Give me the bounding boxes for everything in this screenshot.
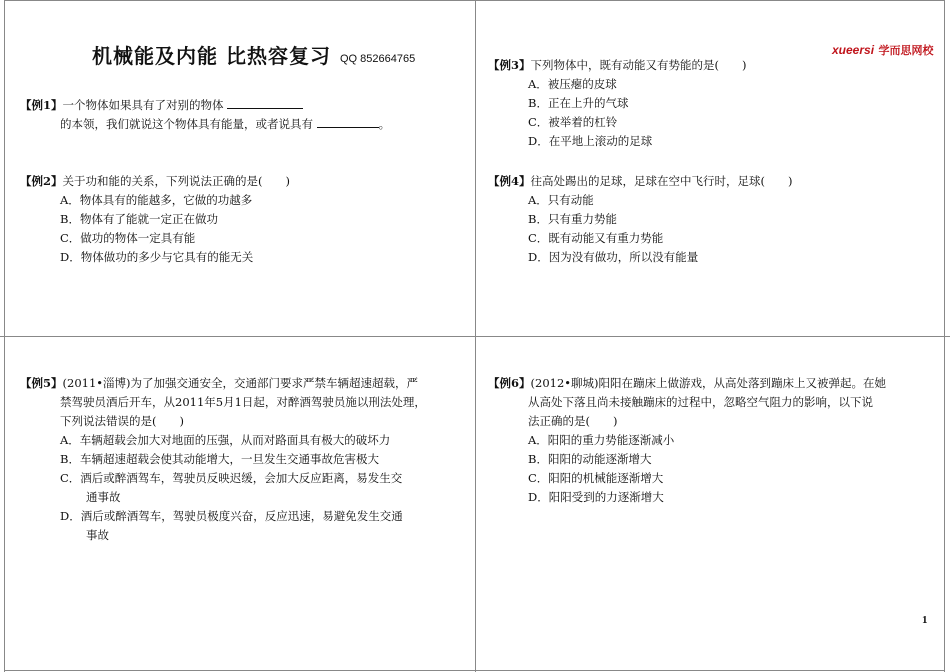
option-a: A．物体具有的能越多，它做的功越多 [60, 193, 253, 207]
answer-blank[interactable] [317, 115, 379, 128]
question-5 [20, 374, 426, 545]
option-a: A．只有动能 [528, 193, 594, 207]
option-a: A．车辆超载会加大对地面的压强，从而对路面具有极大的破坏力 [60, 433, 391, 447]
option-d: D．物体做功的多少与它具有的能无关 [60, 250, 254, 264]
punctuation: 。 [378, 117, 391, 131]
option-b: B．车辆超速超载会使其动能增大，一旦发生交通事故危害极大 [60, 452, 379, 466]
option-c: C．被举着的杠铃 [528, 115, 618, 129]
option-b: B．物体有了能就一定正在做功 [60, 212, 218, 226]
question-stem: 关于功和能的关系，下列说法正确的是( ) [62, 174, 290, 188]
question-tag: 【例3】 [488, 58, 531, 72]
option-c: C．既有动能又有重力势能 [528, 231, 664, 245]
option-c: C．阳阳的机械能逐渐增大 [528, 471, 664, 485]
option-a: A．阳阳的重力势能逐渐减小 [528, 433, 675, 447]
question-tag: 【例1】 [20, 98, 63, 112]
question-stem: 一个物体如果具有了对别的物体 [62, 98, 224, 112]
question-stem-cont: 从高处下落且尚未接触蹦床的过程中，忽略空气阻力的影响，以下说 [528, 395, 873, 409]
question-stem: (2012•聊城)阳阳在蹦床上做游戏，从高处落到蹦床上又被弹起。在她 [530, 376, 887, 390]
question-1 [20, 96, 390, 134]
question-tag: 【例4】 [488, 174, 531, 188]
option-d: D．酒后或醉酒驾车，驾驶员极度兴奋，反应迅速，易避免发生交通 [60, 509, 403, 523]
question-tag: 【例5】 [20, 376, 63, 390]
option-c: C．酒后或醉酒驾车，驾驶员反映迟缓，会加大反应距离，易发生交 [60, 471, 403, 485]
question-stem-cont: 的本领，我们就说这个物体具有能量，或者说具有 [60, 117, 313, 131]
answer-blank[interactable] [227, 96, 303, 109]
option-b: B．正在上升的气球 [528, 96, 629, 110]
question-4 [488, 172, 793, 267]
option-c: C．做功的物体一定具有能 [60, 231, 196, 245]
question-6 [488, 374, 886, 507]
question-tag: 【例2】 [20, 174, 63, 188]
brand-logo [832, 41, 933, 59]
question-stem-cont: 法正确的是( ) [528, 414, 618, 428]
question-2 [20, 172, 290, 267]
question-stem: 下列物体中，既有动能又有势能的是( ) [530, 58, 747, 72]
page-number: 1 [922, 614, 928, 626]
question-stem: 往高处踢出的足球，足球在空中飞行时，足球( ) [530, 174, 793, 188]
logo-english: xueersi [832, 43, 875, 57]
logo-chinese: 学而思网校 [878, 45, 934, 57]
question-stem-cont: 禁驾驶员酒后开车，从2011年5月1日起，对醉酒驾驶员施以刑法处理， [60, 395, 426, 409]
question-3 [488, 56, 747, 151]
option-b: B．阳阳的动能逐渐增大 [528, 452, 652, 466]
question-stem-cont: 下列说法错误的是( ) [60, 414, 184, 428]
option-b: B．只有重力势能 [528, 212, 617, 226]
option-d: D．在平地上滚动的足球 [528, 134, 653, 148]
option-a: A．被压瘪的皮球 [528, 77, 617, 91]
option-d: D．阳阳受到的力逐渐增大 [528, 490, 664, 504]
option-c-cont: 通事故 [86, 490, 121, 504]
option-d-cont: 事故 [86, 528, 109, 542]
page-title: 机械能及内能 比热容复习 [92, 44, 331, 68]
question-tag: 【例6】 [488, 376, 531, 390]
question-stem: (2011•淄博)为了加强交通安全，交通部门要求严禁车辆超速超载，严 [62, 376, 419, 390]
horizontal-divider [0, 336, 950, 337]
qq-contact: QQ 852664765 [340, 53, 416, 65]
option-d: D．因为没有做功，所以没有能量 [528, 250, 699, 264]
